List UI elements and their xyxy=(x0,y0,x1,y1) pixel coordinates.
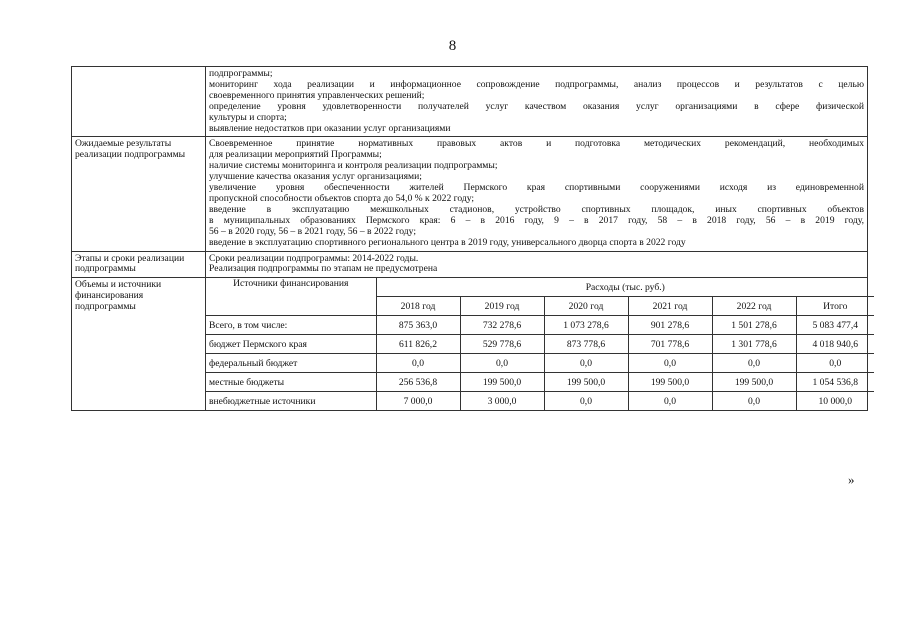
year-header: 2022 год xyxy=(712,297,796,316)
amount-cell: 199 500,0 xyxy=(712,373,796,392)
amount-cell: 0,0 xyxy=(376,354,460,373)
financing-cell xyxy=(206,278,868,411)
amount-cell: 1 054 536,8 xyxy=(796,373,874,392)
amount-cell: 3 000,0 xyxy=(460,392,544,411)
text-line: подпрограммы; xyxy=(209,68,273,79)
amount-cell: 199 500,0 xyxy=(460,373,544,392)
year-header: 2020 год xyxy=(544,297,628,316)
source-name: федеральный бюджет xyxy=(206,354,376,373)
amount-cell: 0,0 xyxy=(544,392,628,411)
row-content xyxy=(206,67,868,137)
amount-cell: 0,0 xyxy=(628,354,712,373)
year-header: Итого xyxy=(796,297,874,316)
text-line: в муниципальных образованиях Пермского края: 6 – в 2016 году, 9 – в 2017 году, 58 – в 2018 году, 56 – в 2019 году, xyxy=(209,214,864,226)
text-line: Своевременное принятие нормативных правовых актов и подготовка методических рекомендаций, необходимых xyxy=(209,138,864,150)
amount-cell: 199 500,0 xyxy=(628,373,712,392)
text-line: 56 – в 2020 году, 56 – в 2021 году, 56 – в 2022 году; xyxy=(209,225,416,237)
table-row xyxy=(206,373,874,392)
amount-cell: 732 278,6 xyxy=(460,316,544,335)
row-label: Объемы и источники финансирования подпрограммы xyxy=(72,278,206,411)
source-name: бюджет Пермского края xyxy=(206,335,376,354)
text-line: увеличение уровня обеспеченности жителей Пермского края спортивными сооружениями исходя из единовременной xyxy=(209,182,864,194)
table-row xyxy=(72,251,868,278)
text-line: введение в эксплуатацию спортивного регионального центра в 2019 году, универсального дворца спорта в 2022 году xyxy=(209,236,686,248)
financing-table xyxy=(206,278,874,410)
amount-cell: 256 536,8 xyxy=(376,373,460,392)
table-row xyxy=(206,335,874,354)
row-label: Этапы и сроки реализации подпрограммы xyxy=(72,251,206,278)
amount-cell: 10 000,0 xyxy=(796,392,874,411)
table-row xyxy=(206,392,874,411)
source-name: местные бюджеты xyxy=(206,373,376,392)
table-row xyxy=(72,278,868,411)
amount-cell: 873 778,6 xyxy=(544,335,628,354)
passport-table xyxy=(71,66,868,411)
text-line: Реализация подпрограммы по этапам не предусмотрена xyxy=(209,263,438,275)
amount-cell: 1 301 778,6 xyxy=(712,335,796,354)
amount-cell: 199 500,0 xyxy=(544,373,628,392)
text-line: введение в эксплуатацию межшкольных стадионов, устройство спортивных площадок, иных спортивных объектов xyxy=(209,203,864,215)
year-header: 2018 год xyxy=(376,297,460,316)
amount-cell: 5 083 477,4 xyxy=(796,316,874,335)
year-header: 2019 год xyxy=(460,297,544,316)
amount-cell: 0,0 xyxy=(460,354,544,373)
amount-cell: 0,0 xyxy=(712,354,796,373)
source-name: внебюджетные источники xyxy=(206,392,376,411)
row-content xyxy=(206,251,868,278)
row-label xyxy=(72,67,206,137)
expenses-header: Расходы (тыс. руб.) xyxy=(376,278,874,297)
text-line: для реализации мероприятий Программы; xyxy=(209,149,382,161)
amount-cell: 0,0 xyxy=(712,392,796,411)
table-row xyxy=(206,316,874,335)
amount-cell: 7 000,0 xyxy=(376,392,460,411)
source-header: Источники финансирования xyxy=(206,278,376,316)
amount-cell: 0,0 xyxy=(544,354,628,373)
amount-cell: 611 826,2 xyxy=(376,335,460,354)
text-line: выявление недостатков при оказании услуг организациями xyxy=(209,122,451,134)
closing-quote-mark: » xyxy=(848,472,855,487)
text-line: наличие системы мониторинга и контроля реализации подпрограммы; xyxy=(209,160,498,172)
table-row xyxy=(72,67,868,137)
amount-cell: 0,0 xyxy=(628,392,712,411)
amount-cell: 1 073 278,6 xyxy=(544,316,628,335)
text-line: Сроки реализации подпрограммы: 2014-2022 годы. xyxy=(209,252,419,264)
amount-cell: 529 778,6 xyxy=(460,335,544,354)
text-line: мониторинг хода реализации и информационное сопровождение подпрограммы, анализ процессов и результатов с целью xyxy=(209,78,864,90)
text-line: улучшение качества оказания услуг организациями; xyxy=(209,171,422,183)
table-row xyxy=(206,354,874,373)
row-content xyxy=(206,137,868,251)
amount-cell: 4 018 940,6 xyxy=(796,335,874,354)
amount-cell: 901 278,6 xyxy=(628,316,712,335)
amount-cell: 701 778,6 xyxy=(628,335,712,354)
amount-cell: 875 363,0 xyxy=(376,316,460,335)
text-line: своевременного принятия управленческих решений; xyxy=(209,89,425,101)
text-line: определение уровня удовлетворенности получателей услуг качеством оказания услуг организациями в сфере физической xyxy=(209,100,864,112)
amount-cell: 0,0 xyxy=(796,354,874,373)
row-label: Ожидаемые результаты реализации подпрограммы xyxy=(72,137,206,251)
page-number: 8 xyxy=(448,38,457,54)
amount-cell: 1 501 278,6 xyxy=(712,316,796,335)
table-row xyxy=(72,137,868,251)
text-line: пропускной способности объектов спорта до 54,0 % к 2022 году; xyxy=(209,192,475,204)
text-line: культуры и спорта; xyxy=(209,111,287,123)
source-name: Всего, в том числе: xyxy=(206,316,376,335)
table-header-row xyxy=(206,278,874,297)
year-header: 2021 год xyxy=(628,297,712,316)
